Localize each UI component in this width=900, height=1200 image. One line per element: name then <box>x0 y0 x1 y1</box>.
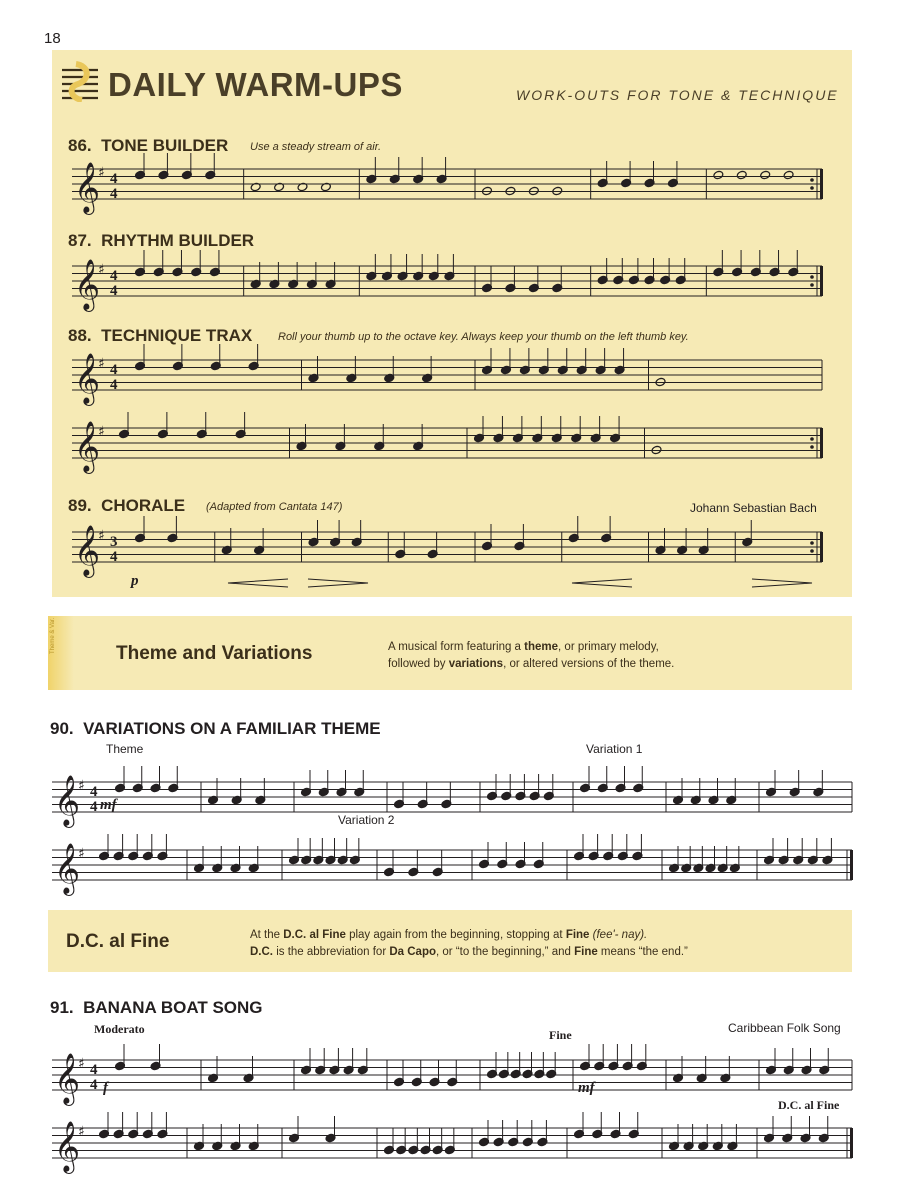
sharp-icon: ♯ <box>98 424 105 440</box>
sharp-icon: ♯ <box>78 778 85 794</box>
dynamic-marking: mf <box>100 797 117 813</box>
sharp-icon: ♯ <box>78 1124 85 1140</box>
exercise-number: 91. <box>50 998 74 1017</box>
tempo-marking: Moderato <box>94 1022 145 1036</box>
exercise-89-title <box>68 496 185 516</box>
time-signature: 4 <box>110 549 118 565</box>
exercise-name: CHORALE <box>101 496 186 515</box>
time-signature: 4 <box>110 268 118 284</box>
exercise-name: BANANA BOAT SONG <box>83 998 263 1017</box>
time-signature: 4 <box>110 362 118 378</box>
exercise-number: 87. <box>68 231 92 250</box>
page-subtitle: WORK-OUTS FOR TONE & TECHNIQUE <box>516 87 839 103</box>
exercise-91-composer: Caribbean Folk Song <box>728 1021 841 1035</box>
exercise-89-composer: Johann Sebastian Bach <box>690 501 817 515</box>
exercise-number: 90. <box>50 719 74 738</box>
time-signature: 4 <box>90 784 98 800</box>
treble-clef-icon: 𝄞 <box>54 775 81 826</box>
exercise-name: TECHNIQUE TRAX <box>101 326 253 345</box>
exercise-number: 86. <box>68 136 92 155</box>
exercise-number: 89. <box>68 496 92 515</box>
exercise-86-hint: Use a steady stream of air. <box>250 141 382 153</box>
time-signature: 4 <box>110 283 118 299</box>
sharp-icon: ♯ <box>78 1056 85 1072</box>
exercise-88-title <box>68 326 252 346</box>
treble-clef-icon: 𝄞 <box>54 1121 81 1172</box>
dynamic-marking: f <box>103 1080 108 1096</box>
box-side-text: Theme & Var. <box>50 617 56 654</box>
page-number: 18 <box>44 30 61 47</box>
sharp-icon: ♯ <box>98 262 105 278</box>
page-title: DAILY WARM-UPS <box>108 66 403 103</box>
treble-clef-icon: 𝄞 <box>74 353 101 404</box>
treble-clef-icon: 𝄞 <box>74 421 101 472</box>
dc-al-fine-title: D.C. al Fine <box>66 931 170 952</box>
time-signature: 4 <box>110 171 118 187</box>
exercise-87-title <box>68 231 254 251</box>
variation-1-label: Variation 1 <box>586 742 643 756</box>
theme-label: Theme <box>106 742 144 756</box>
time-signature: 3 <box>110 534 118 550</box>
exercise-88-hint: Roll your thumb up to the octave key. Always keep your thumb on the left thumb key. <box>278 331 689 343</box>
time-signature: 4 <box>90 799 98 815</box>
treble-clef-icon: 𝄞 <box>74 162 101 213</box>
sharp-icon: ♯ <box>98 356 105 372</box>
theme-variations-title: Theme and Variations <box>116 643 313 664</box>
treble-clef-icon: 𝄞 <box>74 525 101 576</box>
exercise-90-title <box>50 719 381 739</box>
exercise-name: TONE BUILDER <box>101 136 229 155</box>
dc-al-fine-text: At the D.C. al Fine play again from the beginning, stopping at Fine (fee'- nay). D.C. is the abbreviation for Da Capo, or “to the beginning,” and Fine means “the end.” <box>250 929 688 958</box>
dynamic-marking: p <box>131 573 139 589</box>
sharp-icon: ♯ <box>98 528 105 544</box>
treble-clef-icon: 𝄞 <box>54 843 81 894</box>
time-signature: 4 <box>90 1062 98 1078</box>
exercise-89-hint: (Adapted from Cantata 147) <box>206 501 343 513</box>
variation-2-label: Variation 2 <box>338 813 395 827</box>
exercise-91-title <box>50 998 263 1018</box>
sharp-icon: ♯ <box>98 165 105 181</box>
time-signature: 4 <box>90 1077 98 1093</box>
time-signature: 4 <box>110 377 118 393</box>
treble-clef-icon: 𝄞 <box>74 259 101 310</box>
treble-clef-icon: 𝄞 <box>54 1053 81 1104</box>
exercise-number: 88. <box>68 326 92 345</box>
time-signature: 4 <box>110 186 118 202</box>
dynamic-marking: mf <box>578 1080 595 1096</box>
sharp-icon: ♯ <box>78 846 85 862</box>
exercise-name: VARIATIONS ON A FAMILIAR THEME <box>83 719 381 738</box>
exercise-name: RHYTHM BUILDER <box>101 231 255 250</box>
theme-variations-text: A musical form featuring a theme, or primary melody, followed by variations, or altered versions of the theme. <box>388 641 675 670</box>
fine-marking: Fine <box>549 1028 572 1042</box>
dc-al-fine-marking: D.C. al Fine <box>778 1098 840 1112</box>
